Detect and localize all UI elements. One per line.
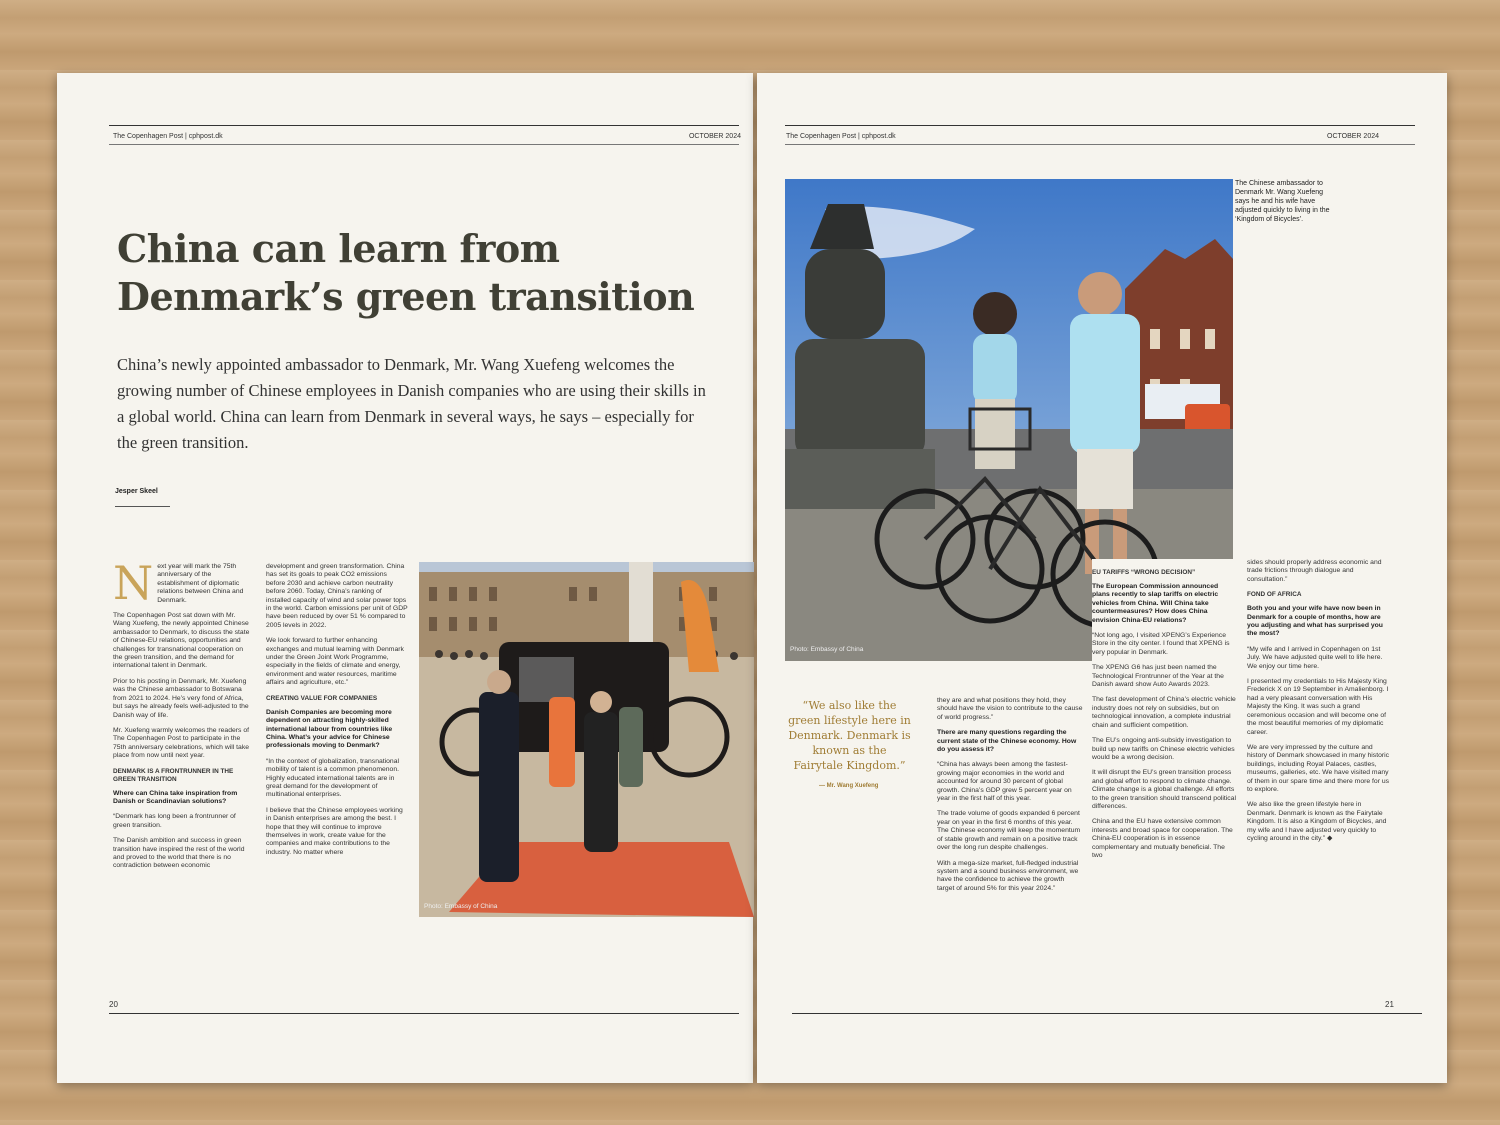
standfirst: China’s newly appointed ambassador to Denmark, Mr. Wang Xuefeng welcomes the growing number of Chinese employees in Danish companies who are using their skills in a global world. China can learn from Denmark in several ways, he says – especially for the green transition. — [117, 355, 706, 452]
interview-question: The European Commission announced plans recently to slap tariffs on electric vehicles from China. Will China take countermeasures? How does China envision China-EU relations? — [1092, 583, 1219, 624]
paragraph: The XPENG G6 has just been named the Technological Frontrunner of the Year at the Danish award show Auto Awards 2023. — [1092, 664, 1224, 689]
interview-question: Where can China take inspiration from Danish or Scandinavian solutions? — [113, 789, 238, 805]
headline — [117, 225, 717, 321]
paragraph: “In the context of globalization, transnational mobility of talent is a common phenomenon. Highly educated international talents are in great demand for the development of multinational enterprises. — [266, 757, 400, 799]
left-page — [57, 73, 753, 1083]
paragraph: We are very impressed by the culture and history of Denmark showcased in many historic buildings, including Royal Palaces, castles, museums, galleries, etc. We have visited many of them in our spare time and there more for us to explore. — [1247, 743, 1390, 793]
issue-date: OCTOBER 2024 — [688, 133, 741, 140]
page-number: 20 — [109, 1000, 118, 1009]
interview-question: Danish Companies are becoming more dependent on attracting highly-skilled international labour from countries like China. What’s your advice for Chinese professionals moving to Denmark? — [266, 708, 393, 750]
paragraph: The Danish ambition and success in green transition have inspired the rest of the world and proved to the world that there is no contradiction between economic — [113, 837, 245, 870]
byline: Jesper Skeel — [115, 488, 158, 495]
header-rule-lower — [109, 144, 739, 145]
paragraph: Mr. Xuefeng warmly welcomes the readers of The Copenhagen Post to participate in the 75th anniversary celebrations, which will take place from now until next year. — [113, 726, 250, 760]
page-number: 21 — [1385, 1000, 1394, 1009]
issue-date: OCTOBER 2024 — [1327, 133, 1380, 140]
paragraph: It will disrupt the EU’s green transition process and global effort to respond to climate change. Climate change is a global challenge. All efforts to the green transition should transcend political differences. — [1092, 769, 1236, 810]
right-column-3 — [1247, 559, 1392, 850]
masthead: The Copenhagen Post | cphpost.dk — [786, 133, 896, 140]
header-rule — [785, 125, 1415, 126]
paragraph: they are and what positions they hold, they should have the vision to contribute to the cause of world progress.” — [937, 697, 1083, 721]
pull-quote-attribution: — Mr. Wang Xuefeng — [819, 783, 879, 789]
subheading: FOND OF AFRICA — [1247, 591, 1302, 599]
paragraph: We look forward to further enhancing exchanges and mutual learning with Denmark under the Green Joint Work Programme, especially in the fields of climate and energy, environment and water resources, maritime affairs and agriculture, etc.” — [266, 637, 404, 687]
paragraph: The Copenhagen Post sat down with Mr. Wang Xuefeng, the newly appointed Chinese ambassador to Denmark, to discuss the state of Chinese-EU relations, opportunities and challenges for transnational cooperation on the green transition, and the demand for international talent in Denmark. — [113, 612, 250, 670]
subheading: EU TARIFFS “WRONG DECISION” — [1092, 569, 1196, 576]
dropcap: N — [113, 556, 154, 610]
ceremony-illustration — [419, 562, 754, 917]
paragraph: With a mega-size market, full-fledged industrial system and a sound business environment, we have the confidence to achieve the growth target of around 5% for this year 2024.” — [937, 859, 1079, 892]
byline-rule — [115, 506, 170, 507]
carriage-ceremony-photo — [419, 562, 754, 917]
right-column-1 — [937, 697, 1083, 900]
footer-rule — [109, 1013, 739, 1014]
paragraph: The trade volume of goods expanded 6 percent year on year in the first 6 months of this year. The Chinese economy will keep the momentum of stable growth and remain on a positive track over the long run despite challenges. — [937, 810, 1081, 852]
pull-quote: “We also like the green lifestyle here in Denmark. Denmark is known as the Fairytale Kingdom.” — [788, 699, 911, 772]
paragraph: We also like the green lifestyle here in Denmark. Denmark is known as the Fairytale Kingdom. It is also a Kingdom of Bicycles, and my wife and I have adjusted very quickly to cycling around in the city.” ◆ — [1247, 801, 1387, 842]
left-column-2 — [266, 563, 408, 864]
paragraph: development and green transformation. China has set its goals to peak CO2 emissions before 2030 and achieve carbon neutrality before 2060. Today, China’s ranking of installed capacity of wind and solar power tops in the world. Carbon emissions per unit of GDP have been reduced by over 51 % compared to 2005 levels in 2022. — [266, 563, 408, 629]
paragraph: sides should properly address economic and trade frictions through dialogue and consultation.” — [1247, 559, 1382, 583]
footer-rule — [792, 1013, 1422, 1014]
subheading: DENMARK IS A FRONTRUNNER IN THE GREEN TRANSITION — [113, 767, 234, 783]
subheading: CREATING VALUE FOR COMPANIES — [266, 694, 378, 702]
interview-question: There are many questions regarding the current state of the Chinese economy. How do you assess it? — [937, 729, 1077, 754]
paragraph: The fast development of China’s electric vehicle industry does not rely on subsidies, but on technological innovation, a complete industrial chain and sufficient competition. — [1092, 696, 1236, 729]
paragraph: I believe that the Chinese employees working in Danish enterprises are among the best. I hope that they will continue to improve themselves in work, create value for the companies and make contributions to the industry. No matter where — [266, 806, 403, 856]
photo-caption: The Chinese ambassador to Denmark Mr. Wang Xuefeng says he and his wife have adjusted quickly to living in the ‘Kingdom of Bicycles’. — [1235, 180, 1330, 223]
paragraph: “China has always been among the fastest-growing major economies in the world and accounted for around 30 percent of global growth. China’s GDP grew 5 percent year on year in the first half of this year. — [937, 761, 1072, 803]
masthead: The Copenhagen Post | cphpost.dk — [113, 133, 223, 140]
paragraph: The EU’s ongoing anti-subsidy investigation to build up new tariffs on Chinese electric vehicles would be a wrong decision. — [1092, 737, 1235, 761]
right-column-2 — [1092, 559, 1237, 867]
paragraph: “Not long ago, I visited XPENG’s Experience Store in the city center. I found that XPENG is very popular in Denmark. — [1092, 632, 1230, 656]
bleed-through-ghost-text — [312, 183, 752, 211]
photo-credit: Photo: Embassy of China — [790, 646, 864, 653]
header-rule — [109, 125, 739, 126]
photo-credit: Photo: Embassy of China — [424, 903, 498, 910]
paragraph: I presented my credentials to His Majesty King Frederick X on 19 September in Amalienborg. I had a very pleasant conversation with His Majesty the King. It was such a grand ceremonious occasion and will become one of the most beautiful memories of my diplomatic career. — [1247, 678, 1389, 736]
interview-question: Both you and your wife have now been in Denmark for a couple of months, how are you adjusting and what has surprised you the most? — [1247, 605, 1383, 638]
paragraph: China and the EU have extensive common interests and broad space for cooperation. The China-EU cooperation is in essence complementary and mutually beneficial. The two — [1092, 818, 1233, 859]
left-column-1 — [113, 556, 251, 878]
paragraph: “My wife and I arrived in Copenhagen on 1st July. We have adjusted quite well to life here. We enjoy our time here. — [1247, 645, 1383, 670]
right-page — [757, 73, 1447, 1083]
headline-line-1: China can learn from — [117, 226, 560, 271]
header-rule-lower — [785, 144, 1415, 145]
paragraph: Prior to his posting in Denmark, Mr. Xuefeng was the Chinese ambassador to Botswana from 2021 to 2024. He’s very fond of Africa, but says he already feels well-adjusted to the Danish way of life. — [113, 677, 249, 719]
paragraph: ext year will mark the 75th anniversary of the establishment of diplomatic relations between China and Denmark. — [157, 563, 244, 604]
paragraph: “Denmark has long been a frontrunner of green transition. — [113, 813, 236, 829]
headline-line-2: Denmark’s green transition — [117, 274, 695, 319]
